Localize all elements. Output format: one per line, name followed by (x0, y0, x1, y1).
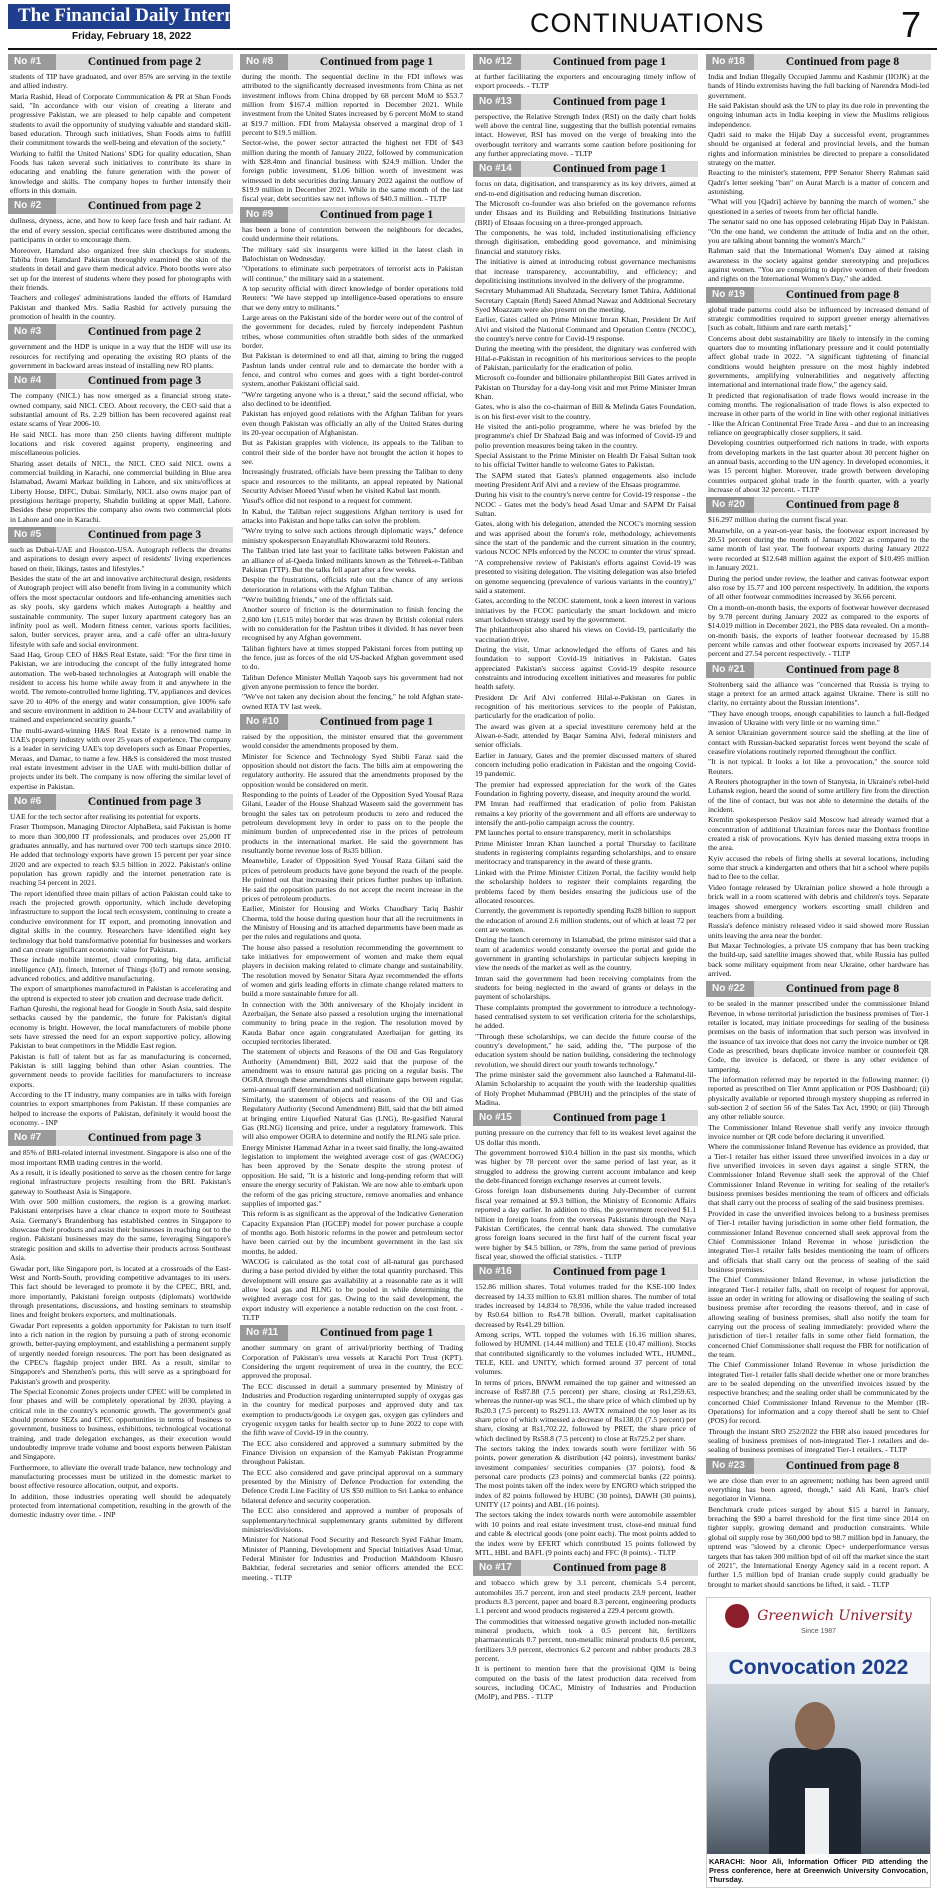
story-header (473, 94, 698, 110)
story-header (706, 1458, 931, 1474)
story-paragraph: global trade patterns could also be influenced by increased demand of strategic commodities required to support greener energy alternatives [such as cobalt, lithium and rare earth metals]." (708, 304, 929, 333)
story-paragraph: The sectors taking the index towards north were automobile assembler with 10 points and real estate investment trust, close-end mutual fund and cable & electrical goods (one point each). The most points added to the index were by EFERT which contributed 15 points followed by MTL, HBL and BAFL (9 points each) and FFC (8 points). - TLTP (475, 1510, 696, 1557)
story-paragraph: Currently, the government is reportedly spending Rs28 billion to support the education of around 2.6 million students, out of which at least 72 per cent are women. (475, 906, 696, 934)
story-paragraph: "We've not taken any decision about the fencing," he told Afghan state-owned RTA TV last week. (242, 692, 463, 711)
story-paragraph: Meanwhile, Leader of Opposition Syed Yousaf Raza Gilani said the prices of petroleum products have gone beyond the reach of the people. He pointed out that increasing their prices further pushes up inflation. He said the opposition parties do not accept the recent increase in the prices of petroleum products. (242, 856, 463, 903)
story-paragraph: Pakistan has enjoyed good relations with the Afghan Taliban for years even though Pakistan was officially an ally of the United States during its 20-year occupation of Afghanistan. (242, 409, 463, 438)
story-paragraph: On a month-on-month basis, the exports of footwear however decreased by 9.78 percent during January 2022 as compared to the exports of $14.019 million in December 2021, the PBS data revealed. On a month-on-month basis, the exports of leather footwear decreased by 15.88 percent while canvas and other footwear exports increased by 2057.14 percent and 27.54 percent respectively. - TLTP (708, 602, 929, 659)
speaker-photo (707, 1684, 930, 1854)
convocation-banner: Convocation 2022 (707, 1652, 930, 1684)
story-paragraph: In terms of prices, BNWM remained the top gainer and witnessed an increase of Rs87.88 (7.5 percent) per share, closing at Rs1,259.63, whereas the runner-up was SCL, the share price of which climbed up by Rs20.3 (7.5 percent) to Rs291.13. AWTX remained the top loser as its share price of which witnessed a decrease of Rs138.01 (7.5 percent) per share, closing at Rs1,702.22, followed by PRET, the share price of which declined by Rs58.8 (7.5 percent) to close at Rs725.2 per share. (475, 1377, 696, 1443)
story-paragraph: "Operations to eliminate such perpetrators of terrorist acts in Pakistan will continue," the military said in a statement. (242, 264, 463, 283)
continued-from-label: Continued from page 3 (56, 794, 233, 810)
story-paragraph: Gates, who is also the co-chairman of Bill & Melinda Gates Foundation, is on his first-ever visit to the country. (475, 402, 696, 421)
story-paragraph: "We're targeting anyone who is a threat," said the second official, who also declined to be identified. (242, 389, 463, 408)
story-number: No #16 (473, 1264, 521, 1280)
story-paragraph: Sector-wise, the power sector attracted the highest net FDI of $43 million during the month of January 2022, followed by communication with $28.4mn and financial business with $24.9 million. Under the foreign public investment, $1.06 billion worth of investment was witnessed in debt securities during January 2022 against the outflow of $19.9 million in December 2021. While in the same month of the last fiscal year, debt securities saw net inflows of $40.3 million. - TLTP (242, 138, 463, 204)
story-paragraph: He said Pakistan should ask the UN to play its due role in preventing the ongoing inhuman acts in India keeping in view the Muslims religious independence. (708, 101, 929, 129)
story-number: No #12 (473, 54, 521, 70)
story-paragraph: we are close than ever to an agreement; nothing has been agreed until everything has been agreed, though," said Ali Kani, Iran's chief negotiator in Vienna. (708, 1475, 929, 1504)
story-paragraph: Similarly, the statement of objects and reasons of the Oil and Gas Regulatory Authority (Second Amendment) Bill, said that the bill aimed at bringing entire Liquefied Natural Gas (LNG), Re-gasified Natural Gas (RLNG) licensing and price, under a regulatory framework. This will also empower OGRA to determine and notify the RLNG sale price. (242, 1095, 463, 1142)
story-header (473, 1264, 698, 1280)
story (473, 161, 698, 1107)
header-rule (8, 48, 937, 50)
story-paragraph: Taliban Defence Minister Mullah Yaqoob says his government had not given anyone permission to fence the border. (242, 672, 463, 691)
story-paragraph: He said NICL has more than 250 clients having different multiple locations and risk covered against property, engineering and miscellaneous policies. (10, 429, 231, 458)
story-paragraph: Minister for Science and Technology Syed Shibli Faraz said the opposition should not distort the facts. The bills aim at empowering the regulatory authority. He assured that the amendments proposed by the opposition would be considered on merit. (242, 751, 463, 789)
story-paragraph: The house also passed a resolution recommending the government to take initiatives for empowerment of women and make them equal players in decision making related to climate change and sustainability. The resolution moved by Senator Sitara Ayaz recommended the efforts of women and girls leading efforts in climate change related matters to build a more sustainable future for all. (242, 942, 463, 999)
story (240, 207, 465, 711)
story-paragraph: In Kabul, the Taliban reject suggestions Afghan territory is used for attacks into Pakistan and hope talks can solve the problem. (242, 506, 463, 526)
story-header (706, 662, 931, 678)
story-paragraph: The commodities that witnessed negative growth included non-metallic mineral products, which took a 0.5 percent hit, fertilizers pharmaceuticals 0.7 percent, non-metallic mineral products 0.6 percent, fertilizers 3.9 percent, electronics 6.2 percent and rubber products 28.3 percent. (475, 1616, 696, 1663)
story-paragraph: $16.297 million during the current fiscal year. (708, 515, 848, 525)
story-paragraph: These include mobile internet, cloud computing, big data, artificial intelligence (AI), fintech, Internet of Things (IoT) and remote sensing, advanced robotics, and additive manufacturing. (10, 955, 231, 983)
masthead (0, 0, 945, 52)
story-number: No #17 (473, 1560, 521, 1576)
story-paragraph: Kremlin spokesperson Peskov said Moscow had already warned that a concentration of additional Ukrainian forces near the Donbass frontline created a risk of provocations. Kyiv has denied massing extra troops in the area. (708, 815, 929, 853)
story-paragraph: Despite the frustrations, officials rule out the chance of any serious deterioration in relations with the Afghan Taliban. (242, 575, 463, 594)
university-name: Greenwich University (757, 1607, 912, 1624)
story-paragraph: The Taliban tried late last year to facilitate talks between Pakistan and an alliance of al-Qaeda linked militants known as the Tehreek-e-Taliban Pakistan (TTP). But the talks fell apart after a few weeks. (242, 546, 463, 574)
story-paragraph: Video footage released by Ukrainian police showed a hole through a brick wall in a room scattered with debris and children's toys. Separate images showed emergency workers escorting small children and teachers from a building. (708, 882, 929, 920)
story-paragraph: This reform is as significant as the approval of the Indicative Generation Capacity Expansion Plan (IGCEP) model for power purchase a couple of months ago. Both historic reforms in the power and petroleum sector have been carried out by the incumbent government in the last six months, he added. (242, 1209, 463, 1256)
column-2 (240, 52, 465, 1582)
story-paragraph: government and the HDP is unique in a way that the HDF will use its resources for rectifying and operating the existing RO plants of the government in backward areas instead of installing new RO plants. (10, 342, 231, 370)
story-paragraph: The ECC discussed in detail a summary presented by Ministry of Industries and Production regarding uninterrupted supply of oxygas gas in the country for medical purposes and approved duty and tax exemption to products/goods i.e oxygen gas, oxygen gas cylinders and cryogenic oxygen tanks for health sector up to June 2022 to cope with the fifth wave of Covid-19 in the country. (242, 1381, 463, 1438)
story-number: No #1 (8, 54, 56, 70)
story-paragraph: Minister for National Food Security and Research Syed Fakhar Imam, Minister of Planning, Development and Special Initiatives Asad Umar, Federal Minister for Industries and Production Makhdoom Khusro Bakhtiar, federal secretaries and senior officers attended the ECC meeting. - TLTP (242, 1535, 463, 1582)
story-paragraph: Provided in case the unverified invoices belong to a business premises of Tier-1 retailer having jurisdiction in some other field formation, the commissioner Inland Revenue concerned shall seek approval from the Chief Commissioner Inland Revenue in whose jurisdiction the integrated Tier-1 retailer falls besides mentioning the team of officers and officials that shall carry out the process of sealing of the said business premises. (708, 1208, 929, 1274)
story-paragraph: A senior Ukrainian government source said the shelling at the line of contact with Russian-backed separatist forces went beyond the scale of ceasefire violations routinely reported throughout the conflict. (708, 728, 929, 756)
speaker-head (795, 1702, 835, 1750)
story-paragraph: Reacting to the minister's statement, PPP Senator Sherry Rahman said Qadri's letter seeking "ban" on Aurat March is a matter of concern and astonishing. (708, 168, 929, 197)
story-header (8, 324, 233, 340)
newspaper-title: The Financial Daily International (8, 4, 230, 29)
story-paragraph: and 85% of BRI-related internal investment. Singapore is also one of the most important RMB trading centres in the world. (10, 1148, 232, 1167)
story-paragraph: Besides the state of the art and innovative architectural design, residents of Autograph project will also benefit from living in a community which offers the most spectacular outdoors and life-enhancing amenities such as sky pools, sky gardens which makes Autograph a healthy and sustainable community. The super luxury apartment category has an infinity pool as well. Modern fitness center, various sports facilities, salon, butler services, prayer area, and a café offer an ultra-luxury lifestyle with safe and social environment. (10, 574, 231, 649)
story-paragraph: In addition, those industries operating well should be adequately protected from international competition, resulting in the growth of the domestic industry over time. - INP (10, 1491, 231, 1520)
story-paragraph: another summary on grant of arrival/priority berthing of Trading Corporation of Pakistan's urea vessels at Karachi Port Trust (KPT). Considering the urgent requirement of urea in the country, the ECC approved the proposal. (242, 1343, 463, 1381)
story-paragraph: focus on data, digitisation, and transparency as its key drivers, aimed at end-to-end digitisation and reducing human discretion. (475, 179, 696, 198)
story-paragraph: Sharing asset details of NICL, the NICL CEO said NICL owns a commercial building in Karachi, one commercial building in Blue area Islamabad, Awami Markaz building in Lahore, and six units/offices at Liberty House, DIFC, Dubai. Similarly, NICL also owns major part of prestigious heritage property, Shahdin building at upper Mall, Lahore. Besides these properties the company also owns two commercial plots in Lahore and one in Karachi. (10, 458, 231, 524)
story-paragraph: The Chief Commissioner Inland Revenue, in whose jurisdiction the integrated Tier-1 retailer falls, shall on receipt of request for approval, issue an order in writing for allowing or disallowing the sealing of such business premise after recording the reasons thereof, and in case of allowing sealing of business premises, shall also notify the team for carrying out the process of sealing immediately: provided where the jurisdiction of tier-1 retailer falls in some other field formation, the concerned Chief Commissioner shall request the FBR for notification of the team. (708, 1275, 929, 1359)
story (240, 714, 465, 1322)
continued-from-label: Continued from page 8 (754, 287, 931, 303)
story-paragraph: The Special Economic Zones projects under CPEC will be completed in four phases and will be completely operational by 2030, playing a critical role in the country's economic growth. The government's goal should promote SEZs and CPEC opportunities in terms of business to government, business to business, exhibitions, technological vocational training, and trade delegation exchanges, as their execution would undoubtedly improve trade volume and boost exports between Pakistan and Singapore. (10, 1386, 231, 1462)
story (473, 1560, 698, 1701)
story-paragraph: It predicted that regionalisation of trade flows would increase in the coming months. The regionalisation of trade flows is also expected to increase in other parts of the world in line with other regional initiatives - like the African Continental Free Trade Area - and due to an increasing reliance on geographically closer suppliers, it said. (708, 390, 929, 438)
story-paragraph: has been a bone of contention between the neighbours for decades, could undermine their relations. (242, 224, 463, 244)
story-paragraph: Energy Minister Hammad Azhar in a tweet said finally, the long-awaited legislation to implement the weighted average cost of gas (WACOG) has been approved by the Senate despite the strong protest of opposition. He said, "It is a historic and long-pending reform that will ensure the energy security of Pakistan. We are now able to embark upon the reform of the gas pricing structure, remove anomalies and enhance supplies of imported gas." (242, 1142, 463, 1208)
story (706, 54, 931, 284)
page-number: 7 (900, 4, 921, 45)
story-paragraph: Yusuf's office did not respond to a request for comment. (242, 496, 413, 506)
story-paragraph: The export of smartphones manufactured in Pakistan is accelerating and the uptrend is expected to steer job creation and decrease trade deficit. (10, 984, 231, 1003)
continued-from-label: Continued from page 8 (521, 1560, 698, 1576)
story-number: No #4 (8, 373, 56, 389)
continued-from-label: Continued from page 8 (754, 1458, 931, 1474)
story-header (8, 527, 233, 543)
continued-from-label: Continued from page 8 (754, 497, 931, 513)
story-paragraph: at further facilitating the exporters and encouraging timely inflow of export proceeds. - TLTP (475, 72, 696, 91)
story-header (240, 54, 465, 70)
story-paragraph: PM Imran had reaffirmed that eradication of polio from Pakistan remains a key priority of the government and all efforts are underway to intensify the anti-polio campaign across the country. (475, 799, 696, 828)
story-header (8, 794, 233, 810)
story-header (8, 198, 233, 214)
story-number: No #20 (706, 497, 754, 513)
story-paragraph: Gwadar port, like Singapore port, is located at a crossroads of the East-West and North-South, providing competitive advantages to its users. This fact should be leveraged to promote it by the CPEC, BRI, and, more importantly, Pakistani foreign outposts (diplomats) worldwide through presentations, discussions, and hosting seminars to steamship lines and freight brokers exporters, and multinationals. (10, 1263, 231, 1320)
story (473, 54, 698, 91)
story-number: No #15 (473, 1110, 521, 1126)
story-paragraph: Concerns about debt sustainability are likely to intensify in the coming quarters due to mounting inflationary pressure and it could potentially affect global trade in 2022. "A significant tightening of financial conditions would heighten pressure on the most highly indebted governments, amplifying vulnerabilities and negatively affecting international and international trade flow," the agency said. (708, 333, 929, 390)
story-paragraph: raised by the opposition, the minister ensured that the government would consider the amendments proposed by them. (242, 732, 463, 751)
newspaper-brand (8, 4, 291, 44)
story (706, 1458, 931, 1589)
continued-from-label: Continued from page 1 (288, 54, 465, 70)
story-paragraph: With over 500 million customers, the region is a growing market. Pakistani enterprises have a clear chance to export more to Southeast Asia. Germany's Brandenburg has established centres in Singapore to showcase their products and assist their businesses in reaching out to the region. Pakistani businesses may do the same, leveraging Singapore's strategic position and skills to advertise their products across Southeast Asia. (10, 1197, 231, 1263)
story-paragraph: He visited the anti-polio programme, where he was briefed by the programme's chief Dr Shahzad Baig and was informed of Covid-19 and polio prevention measures being taken in the country. (475, 422, 696, 450)
story-paragraph: Special Assistant to the Prime Minister on Health Dr Faisal Sultan took to his official Twitter handle to welcome Gates to Pakistan. (475, 451, 696, 470)
story-paragraph: Through the instant SRO 252/2022 the FBR also issued procedures for sealing of business premises of non-integrated Tier-1 retailers and de-sealing of business premises of integrated Tier-1 retailers. - TLTP (708, 1426, 929, 1455)
story-paragraph: During the period under review, the leather and canvas footwear export also rose by 15.77 and 100 percent respectively. In addition, the exports of all other footwear commodities increased by 36.66 percent. (708, 573, 929, 602)
photo-caption: KARACHI: Noor Ali, Information Officer PID attending the Press conference, here at Greenwich University Convocation, Thursday. (709, 1856, 928, 1884)
story-paragraph: In connection with the 30th anniversary of the Khojaly incident in Azerbaijan, the Senate also passed a resolution urging the international community to bring peace in the region. The resolution moved by Kauda Babar once again congratulated Azerbaijan for getting its occupied territories liberated. (242, 999, 463, 1046)
story-paragraph: Secretary Muhammad Ali Shahzada, Secretary Ismet Tahira, Additional Secretary Captain (Retd) Saeed Ahmad Nawaz and Additional Secretary Syed Moazzam were also present on the meeting. (475, 286, 696, 314)
story-paragraph: The components, he was told, included institutionalising efficiency through digitisation, embedding good governance, and minimising financial and statutory risks. (475, 228, 696, 256)
issue-date: Friday, February 18, 2022 (72, 31, 192, 42)
story-paragraph: Linked with the Prime Minister Citizen Portal, the facility would help the scholarship holders to register their complaints regarding the problems faced by them besides ensuring the judicious use of the allocated resources. (475, 867, 696, 905)
story-paragraph: The report identified three main pillars of action Pakistan could take to reach the projected growth opportunity, which include developing infrastructure to support the local tech ecosystem, continuing to create a conducive environment for IT export, and promoting innovation and digital skills in the country. Researchers have identified eight key technology that hold transformative potential for businesses and workers and can create significant economic value for Pakistan. (10, 888, 232, 954)
continued-from-label: Continued from page 1 (288, 1325, 465, 1341)
story-paragraph: Gross foreign loan disbursements during July-December of current fiscal year remained at $9.3 billion, the Ministry of Economic Affairs reported a day earlier. In addition to this, the government received $1.1 billion in foreign loans from the overseas Pakistanis through the Naya Pakistan Certificates, the central bank data showed. The cumulative gross foreign loans secured in the first half of the current fiscal year were higher by $4.5 billion, or 78%, from the same period of previous fiscal year, showed the official statistics. - TLTP (475, 1186, 696, 1261)
continued-from-label: Continued from page 3 (56, 527, 233, 543)
story-paragraph: and tobacco which grew by 3.1 percent, chemicals 5.4 percent, automobiles 35.7 percent, iron and steel products 23.9 percent, leather products 8.3 percent, paper and board 8.3 percent, engineering products 1.1 percent and wood products registered a 229.4 percent growth. (475, 1578, 696, 1616)
continued-from-label: Continued from page 3 (56, 1130, 233, 1146)
story-header (8, 1130, 233, 1146)
story (8, 198, 233, 321)
university-since: Since 1987 (800, 1627, 837, 1635)
story-paragraph: Pakistan is full of talent but as far as manufacturing is concerned, Pakistan is still lagging behind than other Asian countries. The government needs to provide facilities for manufacturers to increase exports. (10, 1051, 231, 1089)
story-paragraph: Saad Haq, Group CEO of H&S Real Estate, said: "For the first time in Pakistan, we are introducing the concept of the fully integrated home automation. The web-based technologies at Autograph will enable the resident to access his home while away from it and anywhere in the world. The remote-controlled home lighting, TV, appliances and devices save 20 to 40% of the energy and water consumption, give 100% safe and secure environment in addition to 24-hour CCTV and availability of trained and experienced security guards." (10, 649, 231, 725)
story (240, 54, 465, 204)
story-header (473, 161, 698, 177)
story-paragraph: Earlier, Gates called on Prime Minister Imran Khan, President Dr Arif Alvi and visited the National Command and Operation Centre (NCOC), the country's nerve centre for Covid-19 response. (475, 315, 696, 343)
story-paragraph: Farhan Qureshi, the regional head for Google in South Asia, said despite setbacks caused by the pandemic, the future for Pakistan's digital economy is bright. However, the local manufacturers of mobile phone sets have stressed the need for an export supportive policy, allowing Pakistan to beat competitors in the Middle East region. (10, 1003, 231, 1051)
story-paragraph: The ECC also considered and approved a number of proposals of supplementary/technical supplementary grants submitted by different ministries/divisions. (242, 1506, 463, 1534)
story-paragraph: during the month. The sequential decline in the FDI inflows was attributed to the significantly decreased investments from China as net investment inflows from China dropped by 68 percent MoM to $53.7 million from $167.4 million reported in December 2021. While investment from the United States increased by 6 percent MoM to stand at $19.7 million. FDI from Malaysia observed a marginal drop of 1 percent to $19.5 million. (242, 72, 463, 138)
story-header (473, 1110, 698, 1126)
column-4 (706, 52, 931, 1884)
story-number: No #14 (473, 161, 521, 177)
story-number: No #13 (473, 94, 521, 110)
story-paragraph: The senator said no one has opposed celebrating Hijab Day in Pakistan. "On the one hand, we condemn the attitude of India and on the other, you are talking about banning the women's March." (708, 217, 929, 245)
continued-from-label: Continued from page 1 (521, 1110, 698, 1126)
story-number: No #3 (8, 324, 56, 340)
story-paragraph: During the meeting with the president, the dignitary was conferred with Hilal-e-Pakistan in recognition of his meritorious services to the people of Pakistan, particularly for the eradication of polio. (475, 344, 696, 372)
continued-from-label: Continued from page 1 (521, 161, 698, 177)
continued-from-label: Continued from page 8 (754, 662, 931, 678)
story-header (706, 287, 931, 303)
continued-from-label: Continued from page 1 (288, 207, 465, 223)
story (706, 287, 931, 495)
story-header (706, 497, 931, 513)
story-paragraph: to be sealed in the manner prescribed under the commissioner Inland Revenue, in whose territorial jurisdiction the business premises of Tier-1 retailer is located, may initiate proceedings for sealing of the business premises on the basis of information that such person was involved in the issuance of tax invoice that does not carry the invoice number or QR Code as prescribed, bears duplicate invoice number or counterfeit QR Code, the invoice is defaced, or there is any other evidence of tampering. (708, 999, 929, 1074)
story-header (240, 1325, 465, 1341)
story (8, 527, 233, 791)
story-number: No #22 (706, 981, 754, 997)
story-paragraph: Benchmark crude prices surged by about $15 a barrel in January, breaching the $90 a barrel threshold for the first time since 2014 on tighter supply, growing demand and production constraints. While global oil supply rose by 360,000 bpd to 98.7 million bpd in January, the uptrend was "slowed by a chronic Opec+ underperformance versus targets that has taken 300 million bpd of oil off the market since the start of 2021", the International Energy Agency said in a recent report. A further 1.5 million bpd of Iranian crude supply could gradually be brought to market should sanctions be lifted, it said. - TLTP (708, 1504, 929, 1589)
story-header (240, 714, 465, 730)
story-header (8, 373, 233, 389)
story-paragraph: As a result, it is ideally positioned to serve as the chosen centre for large regional infrastructure projects resulting from the BRI. Pakistan's gateway to Southeast Asia is Singapore. (10, 1168, 231, 1196)
story-number: No #10 (240, 714, 288, 730)
story (473, 94, 698, 159)
story-paragraph: The sectors taking the index towards south were fertilizer with 56 points, power generation & distribution (42 points), investment banks/ investment companies/ securities companies (37 points), food & personal care products (23 points) and commercial banks (22 points). The most points taken off the index were by ENGRO which stripped the index of 82 points followed by HUBC (30 points), DAWH (30 points), UNITY (17 points) and ABL (16 points). (475, 1444, 696, 1510)
story-number: No #2 (8, 198, 56, 214)
story-paragraph: The Commissioner Inland Revenue shall verify any invoice through invoice number or QR code before declaring it unverified. (708, 1122, 929, 1142)
story-number: No #23 (706, 1458, 754, 1474)
story-paragraph: Large areas on the Pakistani side of the border were out of the control of the government for decades, ruled by fiercely independent Pashtun tribes, whose communities often straddle both sides of the unmarked border. (242, 312, 463, 350)
story-paragraph: The SAPM stated that Gates's planned engagements also include meeting President Arif Alvi and a review of the Ehsaas programme. (475, 470, 696, 490)
story (473, 1110, 698, 1261)
story-paragraph: WACOG is calculated as the total cost of all-natural gas purchased during a base period divided by either the total quantity purchased. This development will ensure gas availability at a reasonable rate as it will allow local gas and RLNG to be pooled in while determining the weighted average cost for gas. Owing to the said development, the export industry will experience a notable reduction on the cost front. - TLTP (242, 1256, 463, 1322)
story-paragraph: "They have enough troops, enough capabilities to launch a full-fledged invasion of Ukraine with very little or no warning time." (708, 708, 929, 727)
story-paragraph: Developing countries outperformed rich nations in trade, with exports from developing markets in the last quarter about 30 percent higher on an annual basis, according to the UN agency. In developed economies, it was 15 percent higher. Moreover, trade growth between developing countries outpaced global trade in the fourth quarter, with a yearly increase of about 32 percent. - TLTP (708, 438, 929, 495)
story-paragraph: Furthermore, to alleviate the overall trade balance, new technology and manufacturing processes must be utilized in the domestic market to boost effective resource allocation, output, and exports. (10, 1462, 231, 1491)
story (8, 324, 233, 370)
story-paragraph: Increasingly frustrated, officials have been pressing the Taliban to deny space and resources to the militants, an appeal repeated by National Security Adviser Moeed Yusuf when he visited Kabul last month. (242, 467, 463, 496)
story-header (8, 54, 233, 70)
story-paragraph: "We're trying to solve such actions through diplomatic ways," defence ministry spokesperson Enayatullah Khowarazmi told Reuters. (242, 526, 463, 545)
story-paragraph: The ECC also considered and approved a summary submitted by the Finance Division on expansion of the Kamyab Pakistan Programme throughout Pakistan. (242, 1438, 463, 1467)
story-paragraph: Fraser Thompson, Managing Director AlphaBeta, said Pakistan is home to more than 300,000 IT professionals, and produces over 25,000 IT graduates annually, and has nurtured over 700 tech startups since 2010. He added that technology exports have grown 15 percent per year since 2020 and are expected to reach $3.5 billion in 2022. Pakistan's online population has grown rapidly and the internet penetration rate is reaching 54 percent in 2021. (10, 822, 231, 888)
story (8, 373, 233, 524)
story-paragraph: Microsoft co-founder and billionaire philanthropist Bill Gates arrived in Pakistan on Thursday for a day-long visit and met Prime Minister Imran Khan. (475, 373, 696, 401)
story-number: No #9 (240, 207, 288, 223)
story-paragraph: These complaints prompted the government to introduce a technology-based centralised system to set verification criteria for the scholarships, he added. (475, 1002, 696, 1031)
story-paragraph: Stoltenberg said the alliance was "concerned that Russia is trying to stage a pretext for an armed attack against Ukraine. There is still no clarity, no certainty about the Russian intentions". (708, 679, 929, 708)
story-paragraph: such as Dubai-UAE and Houston-USA. Autograph reflects the dreams and aspirations to design every aspect of residents' living experiences based on their, likings, tastes and lifestyles." (10, 545, 231, 573)
story-paragraph: Taliban fighters have at times stopped Pakistani forces from putting up the fence, just as forces of the old US-backed Afghan government used to do. (242, 643, 463, 672)
continued-from-label: Continued from page 2 (56, 54, 233, 70)
story-paragraph: But as Pakistan grapples with violence, its appeals to the Taliban to control their side of the border have not brought the action it hopes to see. (242, 438, 463, 467)
story-paragraph: The prime minister said the government also launched a Rahmatul-lil-Alamin Scholarship to acquaint the youth with the leadership qualities of Holy Prophet Muhammad (PBUH) and the principles of the state of Madina. (475, 1070, 696, 1108)
story-paragraph: "Through these scholarships, we can decide the future course of the country's development," he said, adding the, "The purpose of the education system should be nation building, considering the technology revolution, we should direct our youth towards technology." (475, 1031, 696, 1069)
story-paragraph: The government borrowed $10.4 billion in the past six months, which was higher by 78 percent over the same period of last year, as it struggled to address the growing current account imbalance and keep the debt-financed foreign exchange reserves at current levels. (475, 1148, 696, 1186)
story-number: No #11 (240, 1325, 288, 1341)
story-header (706, 981, 931, 997)
story-paragraph: India and Indian Illegally Occupied Jammu and Kashmir (IIOJK) at the hands of Hindu extremists having the full backing of Narendra Modi-led government. (708, 72, 929, 100)
story-paragraph: The philanthropist also shared his views on Covid-19, particularly the vaccination drive. (475, 625, 696, 644)
story-paragraph: The initiative is aimed at introducing robust governance mechanisms that increase transparency, accountability, and efficiency; and depoliticising institutions involved in the delivery of the programme. (475, 257, 696, 285)
story (473, 1264, 698, 1557)
speaker-shirt (805, 1788, 829, 1854)
story-number: No #18 (706, 54, 754, 70)
advert-header (707, 1598, 930, 1652)
story-paragraph: President Dr Arif Alvi conferred Hilal-e-Pakistan on Gates in recognition of his meritorious services to the people of Pakistan, particularly for the eradication of polio. (475, 692, 696, 721)
story-number: No #19 (706, 287, 754, 303)
story-paragraph: The premier had expressed appreciation for the work of the Gates Foundation in fighting poverty, disease, and inequity around the world. (475, 779, 696, 799)
story-paragraph: Moreover, Hamdard also organized free skin checkups for students. Tabiba from Hamdard Pakistan thoroughly examined the skin of the students in detail and gave them medical advice. Photo booths were also set up for the interest of students where they posed for photographs with their friends. (10, 245, 231, 292)
story-paragraph: During the visit, Umar acknowledged the efforts of Gates and his foundation to support Covid-19 initiatives in Pakistan. Gates appreciated Pakistan's success against Covid-19 despite resource constraints and introducing excellent initiatives and measures for public health safety. (475, 644, 696, 692)
story-paragraph: Russia's defence ministry released video it said showed more Russian units leaving the area near the border. (708, 921, 929, 940)
story-paragraph: But Maxar Technologies, a private US company that has been tracking the build-up, said satellite images showed that, while Russia has pulled back some military equipment from near Ukraine, other hardware has arrived. (708, 940, 929, 978)
story-paragraph: "We're building friends," one of the officials said. (242, 594, 393, 604)
story-number: No #8 (240, 54, 288, 70)
story-paragraph: The statement of objects and Reasons of the Oil and Gas Regulatory Authority (Amendment) Bill, 2022 said that the purpose of the amendment was to ensure natural gas pricing on a regular basis. The OGRA through these amendments shall eliminate gaps between regular, semi-annual tariff determination and notification. (242, 1047, 463, 1094)
story-paragraph: The information referred may be reported in the following manner: (i) reported as prescribed on Tier Amnt application or POS Dashboard; (ii) physically available or reported through mystery shopping as referred in sub-section 2 of section 56 of the Sales Tax Act, 1990; or (iii) Through any other reliable source. (708, 1075, 929, 1122)
convocation-advert (706, 1597, 931, 1888)
story-paragraph: Teachers and colleges' administrations lauded the efforts of Hamdard Pakistan and thanked Mrs. Sadia Rashid for actively pursuing the promotion of health in the country. (10, 293, 231, 321)
column-4-stories (706, 54, 931, 1589)
story-paragraph: The award was given at a special investiture ceremony held at the Aiwan-e-Sadr, attended by Baqar Samina Alvi, federal ministers and senior officials. (475, 721, 696, 750)
story-header (473, 54, 698, 70)
story-paragraph: Working to fulfil the United Nations' SDG for quality education, Shan Foods has taken several such initiatives to contribute its share in educating and enabling the future generation with the power of knowledge and skills. The company hopes to further intensify their efforts in this domain. (10, 148, 231, 196)
story-paragraph: "It is not typical. It looks a lot like a provocation," the source told Reuters. (708, 757, 929, 776)
story-paragraph: Rahman said that the International Women's Day aimed at raising awareness in the society against gender stereotyping and prejudices against women. "You are conspiring to deprive women of their freedom and rights on the International Women's Day," she added. (708, 246, 929, 284)
story (706, 981, 931, 1455)
story-header (240, 207, 465, 223)
story-number: No #21 (706, 662, 754, 678)
story-paragraph: Qadri said to make the Hijab Day a successful event, programmes should be organised at federal and provincial levels, and the human rights and information ministries be directed to prepare a consolidated strategy on the matter. (708, 130, 929, 168)
story-header (706, 54, 931, 70)
story-paragraph: Among scrips, WTL topped the volumes with 16.16 million shares, followed by HUMNL (14.44 million) and TELE (10.47 million). Stocks that contributed significantly to the volumes included WTL, HUMNL, TELE, KEL and UNITY, which formed around 37 percent of total volumes. (475, 1329, 696, 1377)
continued-from-label: Continued from page 1 (521, 94, 698, 110)
story-paragraph: Where the commissioner Inland Revenue has evidence as provided, that a Tier-1 retailer has either issued three unverified invoices in a day or five unverified invoices in seven days against a single STRN, the Commissioner Inland Revenue shall seek the approval of the Chief Commissioner Inland Revenue in writing for sealing of the retailer's business premises besides mentioning the team of officers and officials that shall carry out the process of sealing of the said business premises. (708, 1142, 929, 1208)
continued-from-label: Continued from page 3 (56, 373, 233, 389)
story-paragraph: Earlier in January, Gates and the premier discussed matters of shared concern including polio eradication in Pakistan and the ongoing Covid-19 pandemic. (475, 750, 696, 779)
story-paragraph: Prime Minister Imran Khan launched a portal Thursday to facilitate students in registering complaints regarding scholarships, and to ensure meritocracy and transparency in the award of these grants. (475, 838, 696, 867)
story-paragraph: Gates, along with his delegation, attended the NCOC's morning session and was apprised about the forum's role, methodology, achievements since the start of the pandemic and the current situation in the country, various NCOC NPIs enforced by the NCOC to counter the virus' spread. (475, 519, 696, 557)
story-paragraph: The ECC also considered and gave principal approval on a summary presented by the Ministry of Defence Production for extending the Defence Credit Line Facility of US $50 million to Sri Lanka to enhance bilateral defence and security cooperation. (242, 1467, 463, 1505)
story-paragraph: Responding to the points of Leader of the Opposition Syed Yousaf Raza Gilani, Leader of the House Shahzad Waseem said the government has brought the sales tax on petroleum products to zero and reduced the petroleum development levy in order to pass on to the people the minimum burden of unprecedented rise in the prices of petroleum products in the international market. He said the government has resultantly borne revenue loss of Rs35 billion. (242, 790, 463, 856)
story (8, 794, 233, 1127)
story-paragraph: A Reuters photographer in the town of Stanytsia, in Ukraine's rebel-held Luhansk region, heard the sound of some artillery fire from the direction of the line of contact, but was not able to determine the details of the incident. (708, 777, 929, 815)
continued-from-label: Continued from page 1 (521, 1264, 698, 1280)
story-paragraph: The multi-award-winning H&S Real Estate is a renowned name in UAE's property industry with over 25 years of experience. The company is a leader in servicing UAE's top developers such as Emaar Properties, Meraas, and Damac, to name a few. H&S is considered the most trusted real estate investment adviser in the UAE with multi-billion dollar of projects under its belt. The company is now offering the similar level of expertise in Pakistan. (10, 725, 231, 791)
story-number: No #7 (8, 1130, 56, 1146)
story-paragraph: Earlier, Minister for Housing and Works Chaudhary Tariq Bashir Cheema, told the house during question hour that all the recruitments in the Ministry of Housing and its attached departments have been made as per the rules and regulations and quota. (242, 904, 463, 942)
story-paragraph: 152.86 million shares. Total volumes traded for the KSE-100 Index decreased by 14.33 million to 63.81 million shares. The number of total trades increased by 14,834 to 78,936, while the value traded increased by Rs0.64 billion to Rs4.78 billion. Overall, market capitalisation decreased by Rs41.29 billion. (475, 1282, 696, 1329)
story-paragraph: Another source of friction is the determination to finish fencing the 2,600 km (1,615 mile) border that was drawn by British colonial rulers with no consideration for the Pashtun tribes it divided. It has never been recognised by any Afghan government. (242, 605, 463, 643)
story-paragraph: putting pressure on the currency that fell to its weakest level against the US dollar this month. (475, 1128, 696, 1147)
story-paragraph: The Microsoft co-founder was also briefed on the governance reforms under Ehsaas and its Building and Rebuilding Institutions Initiative (BRI) of Ehsaas focusing on a three-pronged approach. (475, 199, 696, 227)
story-paragraph: A top security official with direct knowledge of border operations told Reuters: "We have stepped up intelligence-based operations to ensure that we deny entry to militants." (242, 283, 463, 312)
continued-from-label: Continued from page 2 (56, 324, 233, 340)
story-paragraph: Kyiv accused the rebels of firing shells at several locations, including some that struck a kindergarten and others that hit a school where pupils had to flee to the cellar. (708, 853, 929, 882)
story-paragraph: perspective, the Relative Strength Index (RSI) on the daily chart holds well above the central line, suggesting that the bullish potential remains intact. However, RSI has moved on the verge of breaking into the overbought territory and warrants some caution before positioning for any further appreciating move. - TLTP (475, 111, 696, 159)
story-paragraph: "What will you [Qadri] achieve by banning the march of women," she questioned in a series of tweets from her official handle. (708, 197, 929, 216)
university-crest-icon (725, 1604, 749, 1628)
story (8, 54, 233, 195)
continued-from-label: Continued from page 1 (521, 54, 698, 70)
story-paragraph: But Pakistan is determined to end all that, aiming to bring the rugged Pashtun lands under central rule and to demarcate the border with a fence, and control who comes and goes with a tight border-control system, another Pakistani official said. (242, 351, 463, 389)
story-number: No #6 (8, 794, 56, 810)
story-paragraph: Gates, according to the NCOC statement, took a keen interest in various initiatives by the FCOC particularly the smart lockdown and micro smart lockdown strategy used by the government. (475, 596, 696, 624)
continued-from-label: Continued from page 2 (56, 198, 233, 214)
story-paragraph: Gwadar Port represents a golden opportunity for Pakistan to turn itself into a rich nation in the region by pursuing a path of strong economic growth, better-paying employment, and establishing a permanent supply of urgently needed foreign resources. The port has been designated as the CPEC's flagship project under BRI. As a result, similar to Singapore's and Shenzhen's ports, this will serve as a springboard for Pakistan's growth and prosperity. (10, 1320, 231, 1386)
story-paragraph: Meanwhile, on a year-on-year basis, the footwear export increased by 20.51 percent during the month of January 2022 as compared to the same month of last year. The footwear exports during January 2022 were recorded at $12.648 million against the export of $10.495 million in January 2021. (708, 525, 929, 573)
story-number: No #5 (8, 527, 56, 543)
story-paragraph: The company (NICL) has now emerged as a financial strong state-owned company, said NICL CEO. About recovery, the CEO said that a substantial amount of Rs. 2.29 billion has been recovered against real estate scams of Year 2006-10. (10, 391, 231, 429)
section-title: CONTINUATIONS (530, 8, 765, 38)
continued-from-label: Continued from page 8 (754, 981, 931, 997)
story-paragraph: dullness, dryness, acne, and how to keep face fresh and hair radiant. At the end of every session, special certificates were distributed among the participants in order to encourage them. (10, 216, 231, 245)
story-paragraph: students of TIP have graduated, and over 85% are serving in the textile and allied industry. (10, 72, 231, 91)
story-paragraph: During the launch ceremony in Islamabad, the prime minister said that a team of academics would constantly oversee the portal and guide the government in granting scholarships in particular subjects keeping in view the needs of the market as well as the country. (475, 935, 696, 973)
story-paragraph: PM launches portal to ensure transparency, merit in scholarships (475, 828, 671, 838)
story (240, 1325, 465, 1582)
story-paragraph: UAE for the tech sector after realising its potential for exports. (10, 812, 201, 822)
story-paragraph: The Chief Commissioner Inland Revenue in whose jurisdiction the integrated Tier-1 retailer falls shall decide whether one or more branches are to be sealed depending on the unverified invoices issued by the respective branches; and the sealing order shall be communicated by the concerned Chief Commissioner Inland Revenue to the Member (IR-Operations) for information and a copy thereof shall be sent to Chief (POS) for record. (708, 1360, 929, 1426)
story-paragraph: It is pertinent to mention here that the provisional QIM is being computed on the basis of the latest production data received from sources, including OCAC, Ministry of Industries and Production (MoIP), and PBS. - TLTP (475, 1664, 696, 1702)
story (8, 1130, 233, 1519)
story-paragraph: "A comprehensive review of Pakistan's efforts against Covid-19 was presented to visiting delegation. The visiting delegation was also briefed on genome sequencing (prevalence of various variants in the country)," said a statement. (475, 557, 696, 595)
story-paragraph: During his visit to the country's nerve centre for Covid-19 response - the NCOC - Gates met the body's head Asad Umar and SAPM Dr Faisal Sultan. (475, 490, 696, 519)
story (706, 497, 931, 658)
continued-from-label: Continued from page 8 (754, 54, 931, 70)
story (706, 662, 931, 979)
column-3 (473, 52, 698, 1702)
story-paragraph: According to the IT industry, many companies are in talks with foreign countries to export smartphones from Pakistan. If these companies are helped to increase the exports of Pakistan, definitely it would boost the economy. - INP (10, 1090, 231, 1128)
story-header (473, 1560, 698, 1576)
story-paragraph: Maria Rashid, Head of Corporate Communication & PR at Shan Foods said, "In accordance with our vision of creating a literate and progressive Pakistan, we are pleased to help capable and competent students to avail the opportunity of studying valuable and standard skill-based education. Through such initiatives, Shan Foods aims to fulfill their commitment towards the well-being and elevation of the society." (10, 91, 231, 148)
story-paragraph: Imran said the government had been receiving complaints from the students for being neglected in the award of grants or delays in the payment of scholarships. (475, 973, 696, 1002)
story-paragraph: The military said six insurgents were killed in the latest clash in Balochistan on Wednesday. (242, 244, 463, 263)
column-1 (8, 52, 233, 1530)
continued-from-label: Continued from page 1 (288, 714, 465, 730)
